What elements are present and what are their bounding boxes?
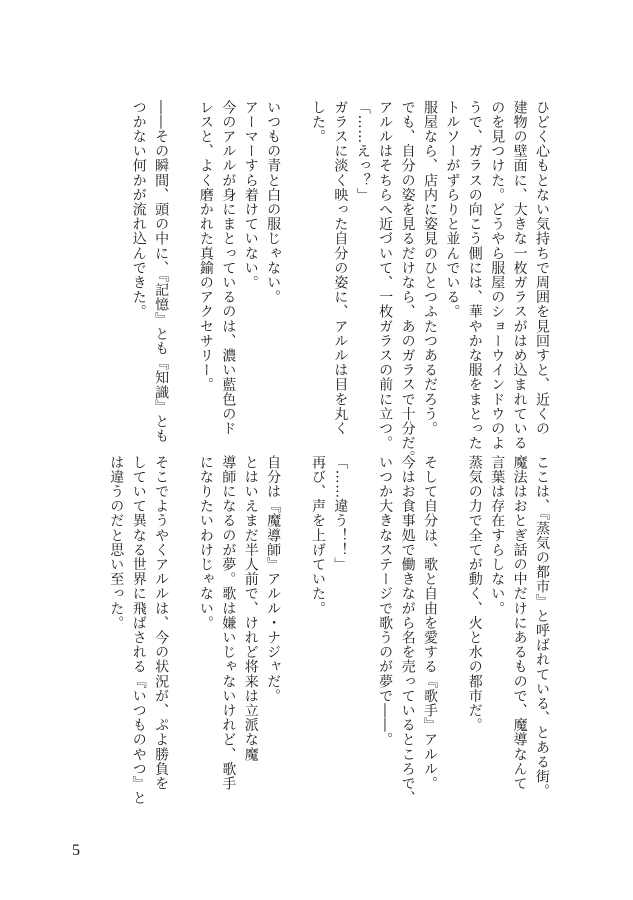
- page-number: 5: [72, 842, 80, 859]
- text-line: アルルはそちらへ近づいて、一枚ガラスの前に立つ。: [377, 100, 394, 451]
- text-line: 蒸気の力で全てが動く、火と水の都市だ。: [466, 455, 483, 733]
- blank-line: [172, 455, 194, 775]
- text-line: でも、自分の姿を見るだけなら、あのガラスで十分だ。: [399, 100, 416, 465]
- text-line: 「……違う！！」: [332, 455, 349, 572]
- text-line: 「……えっ？」: [354, 100, 371, 203]
- text-line: いつか大きなステージで歌うのが夢で――。: [377, 455, 394, 747]
- text-line: は違うのだと思い至った。: [108, 455, 125, 631]
- text-line: ガラスに淡く映った自分の姿に、アルルは目を丸く: [332, 100, 349, 436]
- text-line: 魔法はおとぎ話の中だけにあるもので、魔導なんて: [511, 455, 528, 791]
- top-text-block: [127, 100, 553, 465]
- text-line: ひどく心もとない気持ちで周囲を見回すと、近くの: [534, 100, 550, 436]
- text-line: そこでようやくアルルは、今の状況が、ぷよ勝負を: [153, 455, 170, 791]
- text-line: していて異なる世界に飛ばされる『いつものやつ』と: [130, 455, 147, 806]
- blank-line: [441, 455, 463, 775]
- text-line: になりたいわけじゃない。: [197, 455, 214, 631]
- text-line: ここは、『蒸気の都市』と呼ばれている、とある街。: [534, 455, 550, 799]
- text-line: ――その瞬間、頭の中に、『記憶』とも『知識』とも: [153, 100, 170, 444]
- bottom-text-block: [105, 455, 553, 806]
- text-line: うで、ガラスの向こう側には、華やかな服をまとった: [466, 100, 483, 451]
- text-line: 今はお食事処で働きながら名を売っているところで、: [399, 455, 416, 806]
- text-line: 言葉は存在すらしない。: [489, 455, 506, 616]
- text-line: いつもの青と白の服じゃない。: [265, 100, 282, 305]
- text-line: 導師になるのが夢。歌は嫌いじゃないけれど、歌手: [220, 455, 237, 791]
- text-line: とはいえまだ半人前で、けれど将来は立派な魔: [242, 455, 259, 762]
- text-line: 建物の壁面に、大きな一枚ガラスがはめ込まれている: [511, 100, 528, 451]
- blank-line: [284, 100, 306, 420]
- text-line: トルソーがずらりと並んでいる。: [444, 100, 461, 319]
- text-line: レスと、よく磨かれた真鍮のアクセサリー。: [197, 100, 214, 392]
- text-line: 服屋なら、店内に姿見のひとつふたつあるだろう。: [421, 100, 438, 436]
- text-line: アーマーすら着けていない。: [242, 100, 259, 290]
- text-line: した。: [309, 100, 326, 144]
- text-line: のを見つけた。どうやら服屋のショーウインドウのよ: [489, 100, 506, 451]
- text-line: 今のアルルが身にまとっているのは、濃い藍色のド: [220, 100, 237, 436]
- text-line: 再び、声を上げていた。: [309, 455, 326, 616]
- blank-line: [172, 100, 194, 420]
- text-line: 自分は『魔導師』アルル・ナジャだ。: [265, 455, 282, 704]
- blank-line: [351, 455, 373, 775]
- text-line: そして自分は、歌と自由を愛する『歌手』アルル。: [421, 455, 438, 791]
- text-line: つかない何かが流れ込んできた。: [130, 100, 147, 319]
- blank-line: [284, 455, 306, 775]
